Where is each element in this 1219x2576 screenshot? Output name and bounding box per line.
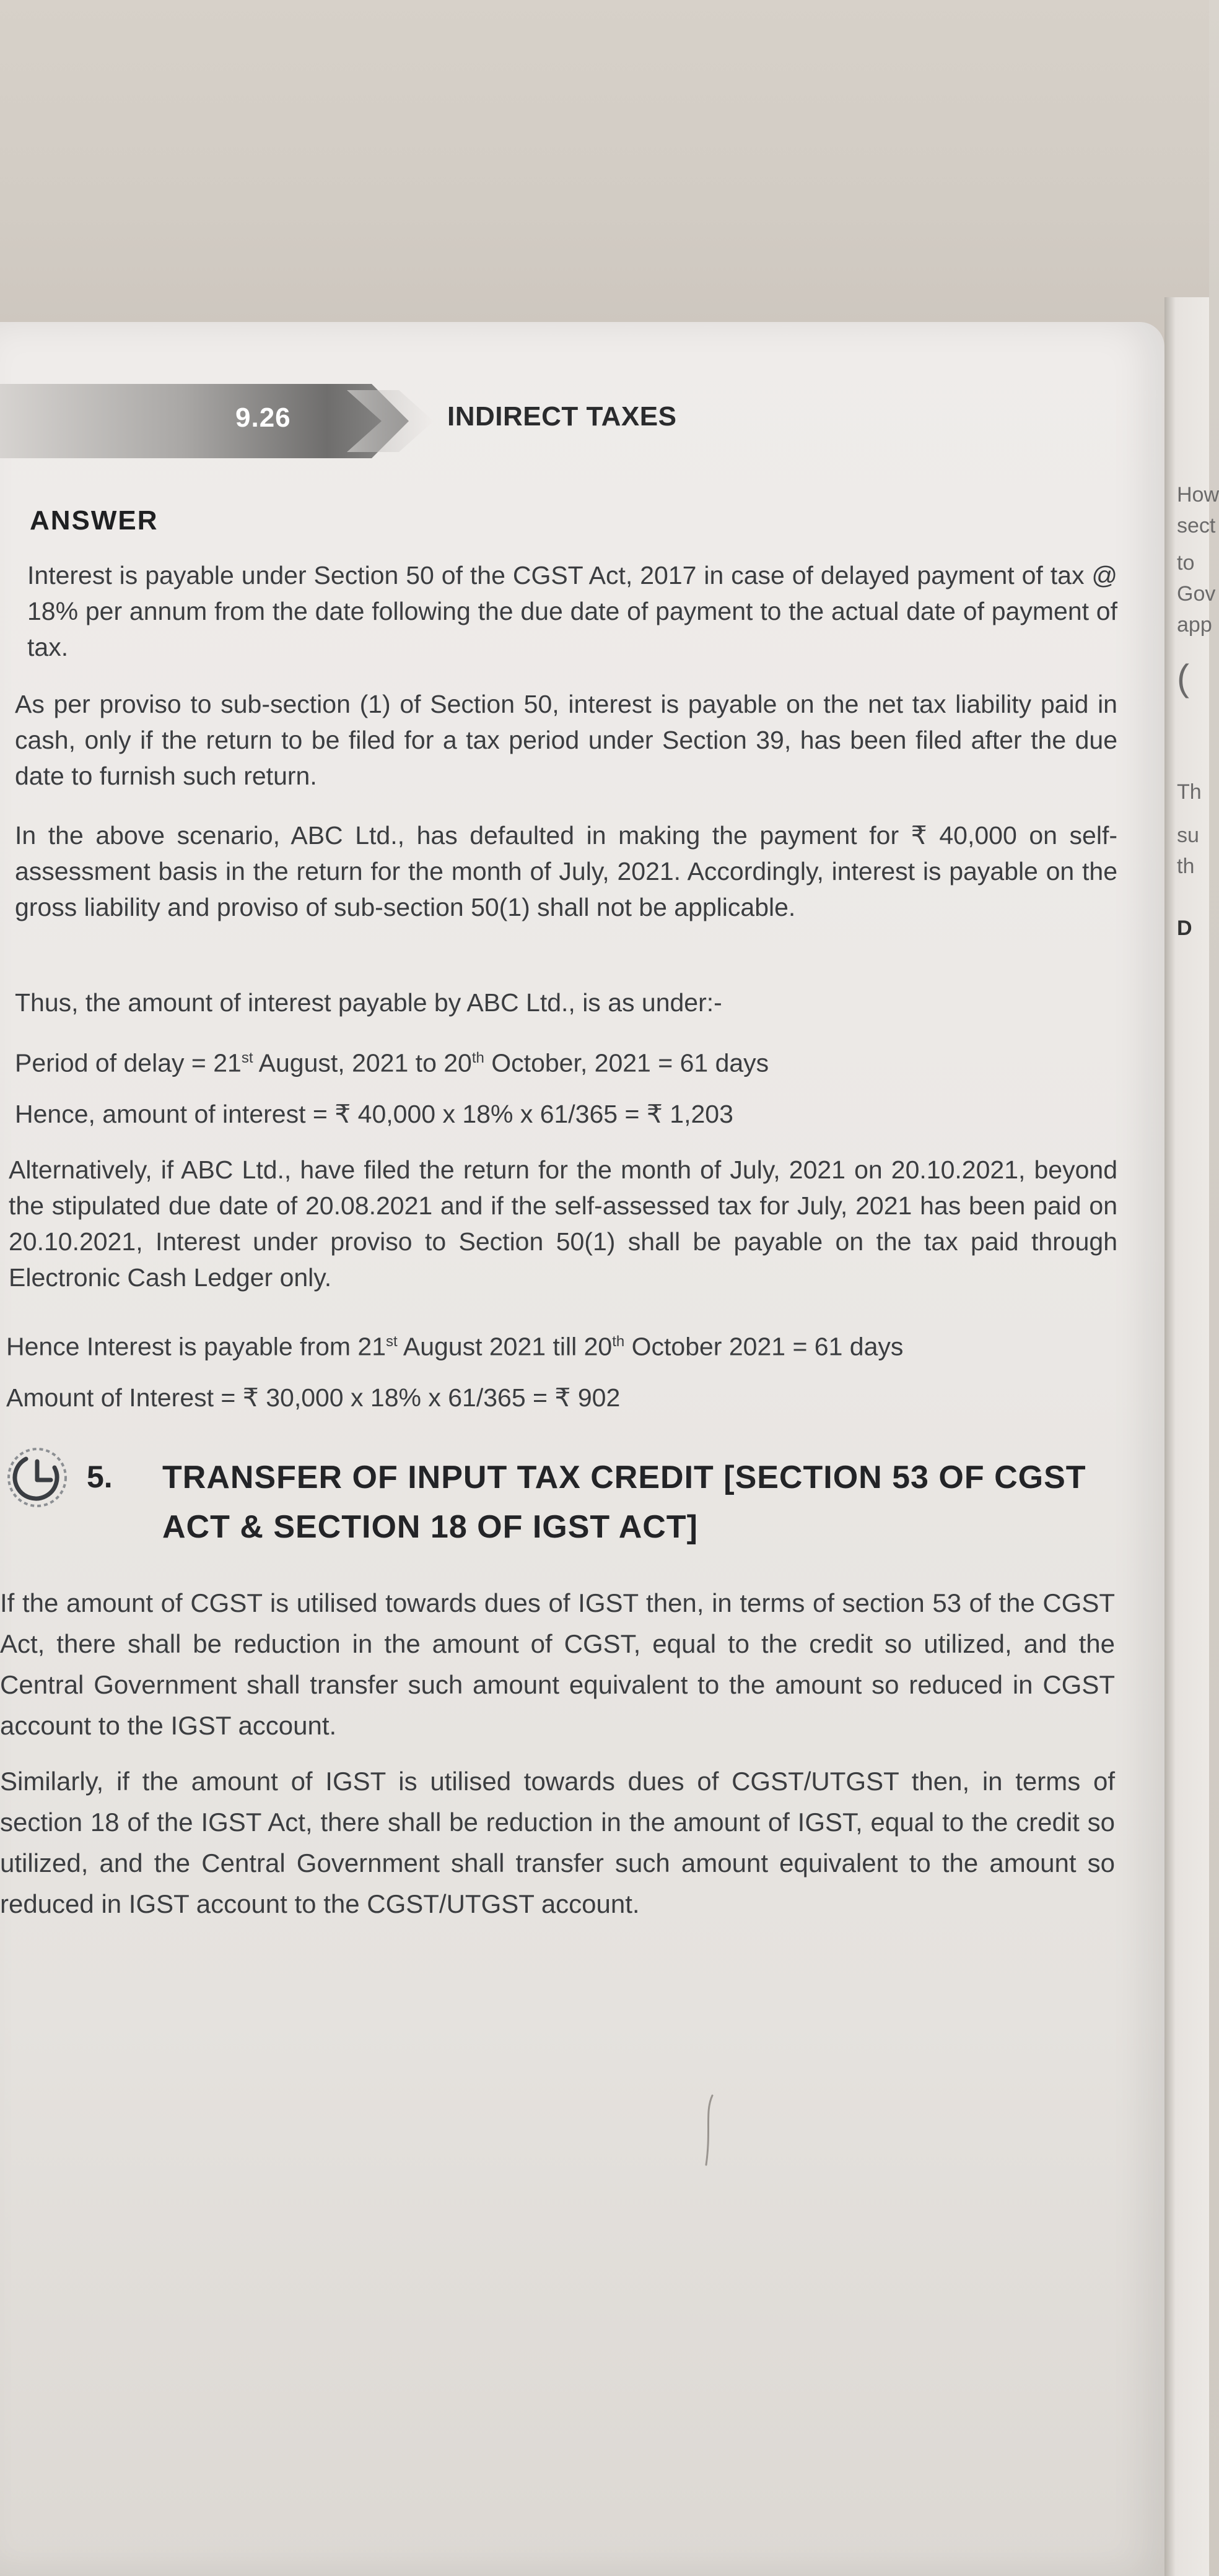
section-paragraph-1: If the amount of CGST is utilised towards dues of IGST then, in terms of section 53 of the CGST Act, there shall be reduction in the amount of CGST, equal to the credit so utilized, and the Central Government shall transfer such amount equivalent to the amount so reduced in CGST account to the IGST account. — [0, 1588, 1115, 1740]
clock-icon — [2, 1443, 71, 1511]
delay-sup-2: th — [471, 1050, 484, 1066]
next-page-fragment: th — [1177, 855, 1195, 878]
pen-mark — [700, 2093, 719, 2167]
period-of-delay — [15, 1040, 1117, 1081]
hence-sup-2: th — [612, 1333, 625, 1350]
next-page-edge — [1164, 297, 1219, 2576]
hence-interest-period — [6, 1324, 1109, 1365]
next-page-fragment: Th — [1177, 780, 1202, 804]
hence-sup-1: st — [386, 1333, 398, 1350]
answer-paragraph-4: Thus, the amount of interest payable by ABC Ltd., is as under:- — [15, 988, 722, 1017]
background-surface — [0, 0, 1209, 347]
next-page-fragment: sect — [1177, 514, 1216, 537]
answer-paragraph-3: In the above scenario, ABC Ltd., has defaulted in making the payment for ₹ 40,000 on self-assessment basis in the return for the month of July, 2021. Accordingly, interest is payable on the gross liability and proviso of sub-section 50(1) shall not be applicable. — [15, 821, 1117, 921]
next-page-fragment: to — [1177, 551, 1195, 575]
section-number: 5. — [87, 1460, 113, 1494]
section-title: TRANSFER OF INPUT TAX CREDIT [SECTION 53 OF CGST ACT & SECTION 18 OF IGST ACT] — [162, 1460, 1086, 1545]
next-page-fragment: D — [1177, 916, 1192, 940]
interest-calculation-1: Hence, amount of interest = ₹ 40,000 x 18% x 61/365 = ₹ 1,203 — [15, 1100, 733, 1128]
header-band — [0, 384, 409, 458]
answer-paragraph-5: Alternatively, if ABC Ltd., have filed the return for the month of July, 2021 on 20.10.2021, beyond the stipulated due date of 20.08.2021 and if the self-assessed tax for July, 2021 has been paid on 20.10.2021, Interest under proviso to Section 50(1) shall be payable on the tax paid through Electronic Cash Ledger only. — [9, 1155, 1117, 1292]
hence-text: August 2021 till 20 — [397, 1332, 613, 1361]
interest-calculation-2: Amount of Interest = ₹ 30,000 x 18% x 61/365 = ₹ 902 — [6, 1383, 621, 1412]
delay-text: Period of delay = 21 — [15, 1048, 242, 1077]
next-page-fragment: ( — [1177, 657, 1189, 698]
section-paragraph-2: Similarly, if the amount of IGST is utilised towards dues of CGST/UTGST then, in terms of section 18 of the IGST Act, there shall be reduction in the amount of IGST, equal to the credit so utilized, and the Central Government shall transfer such amount equivalent to the amount so reduced in IGST account to the CGST/UTGST account. — [0, 1767, 1115, 1918]
answer-paragraph-2: As per proviso to sub-section (1) of Section 50, interest is payable on the net tax liability paid in cash, only if the return to be filed for a tax period under Section 39, has been filed after the due date to furnish such return. — [15, 690, 1117, 790]
delay-text: October, 2021 = 61 days — [484, 1048, 769, 1077]
next-page-fragment: Gov — [1177, 582, 1216, 606]
answer-heading: ANSWER — [30, 505, 159, 536]
delay-text: August, 2021 to 20 — [253, 1048, 472, 1077]
next-page-fragment: su — [1177, 824, 1199, 847]
hence-text: October 2021 = 61 days — [624, 1332, 904, 1361]
next-page-fragment: How — [1177, 483, 1219, 507]
running-head: INDIRECT TAXES — [447, 401, 677, 432]
next-page-fragment: app — [1177, 613, 1212, 637]
delay-sup-1: st — [241, 1050, 253, 1066]
page-number: 9.26 — [235, 402, 291, 433]
hence-text: Hence Interest is payable from 21 — [6, 1332, 387, 1361]
answer-paragraph-1: Interest is payable under Section 50 of the CGST Act, 2017 in case of delayed payment of tax @ 18% per annum from the date following the due date of payment to the actual date of payment of tax. — [27, 561, 1117, 661]
